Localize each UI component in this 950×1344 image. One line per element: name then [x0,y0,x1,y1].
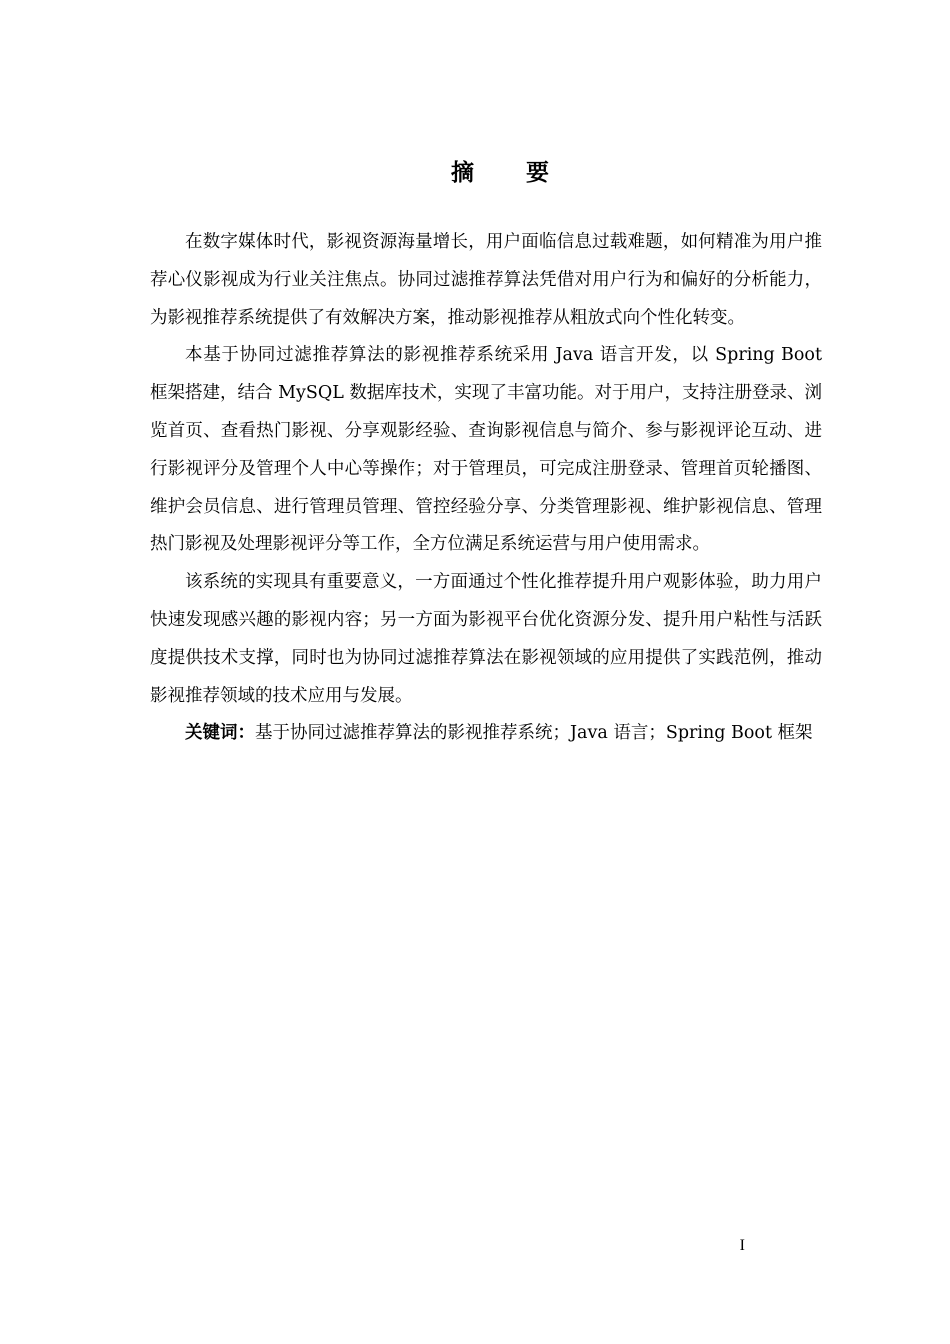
keywords-label: 关键词： [185,723,255,744]
abstract-title: 摘 要 [450,160,571,186]
abstract-paragraph-1: 在数字媒体时代，影视资源海量增长，用户面临信息过载难题，如何精准为用户推荐心仪影视成为行业关注焦点。协同过滤推荐算法凭借对用户行为和偏好的分析能力，为影视推荐系统提供了有效解决方案，推动影视推荐从粗放式向个性化转变。 [150,232,822,328]
abstract-paragraph-3: 该系统的实现具有重要意义，一方面通过个性化推荐提升用户观影体验，助力用户快速发现感兴趣的影视内容；另一方面为影视平台优化资源分发、提升用户粘性与活跃度提供技术支撑，同时也为协同过滤推荐算法在影视领域的应用提供了实践范例，推动影视推荐领域的技术应用与发展。 [150,572,822,706]
keywords-line [150,715,822,753]
abstract-paragraph-2: 本基于协同过滤推荐算法的影视推荐系统采用 Java 语言开发，以 Spring Boot 框架搭建，结合 MySQL 数据库技术，实现了丰富功能。对于用户，支持注册登录、浏览首页、查看热门影视、分享观影经验、查询影视信息与简介、参与影视评论互动、进行影视评分及管理个人中心等操作；对于管理员，可完成注册登录、管理首页轮播图、维护会员信息、进行管理员管理、管控经验分享、分类管理影视、维护影视信息、管理热门影视及处理影视评分等工作，全方位满足系统运营与用户使用需求。 [150,345,822,555]
keywords-text: 基于协同过滤推荐算法的影视推荐系统；Java 语言；Spring Boot 框架 [255,723,813,744]
page-number: I [739,1237,745,1254]
abstract-body [150,224,822,753]
